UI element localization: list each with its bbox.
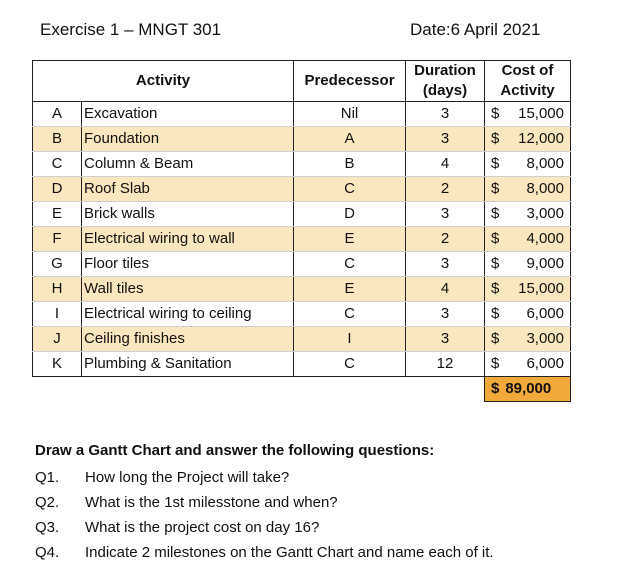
activity-predecessor: A bbox=[294, 127, 406, 152]
activity-id: F bbox=[33, 227, 82, 252]
table-row bbox=[33, 227, 571, 252]
activity-predecessor: B bbox=[294, 152, 406, 177]
total-cost bbox=[485, 377, 571, 402]
activity-cost bbox=[485, 152, 571, 177]
activity-cost bbox=[485, 177, 571, 202]
currency-symbol: $ bbox=[491, 380, 500, 397]
activity-name: Column & Beam bbox=[82, 152, 294, 177]
total-value: 89,000 bbox=[505, 380, 552, 397]
header-cost bbox=[485, 61, 571, 102]
question-text: What is the 1st milesstone and when? bbox=[85, 494, 338, 511]
currency-symbol: $ bbox=[491, 105, 500, 122]
activity-predecessor: C bbox=[294, 177, 406, 202]
cost-value: 9,000 bbox=[526, 255, 564, 272]
activity-predecessor: D bbox=[294, 202, 406, 227]
activity-duration: 12 bbox=[406, 352, 485, 377]
cost-value: 12,000 bbox=[518, 130, 564, 147]
question-item bbox=[35, 540, 494, 565]
cost-value: 8,000 bbox=[526, 155, 564, 172]
activity-predecessor: E bbox=[294, 227, 406, 252]
activity-duration: 4 bbox=[406, 152, 485, 177]
activity-duration: 4 bbox=[406, 277, 485, 302]
activity-duration: 3 bbox=[406, 327, 485, 352]
activity-name: Foundation bbox=[82, 127, 294, 152]
question-text: How long the Project will take? bbox=[85, 469, 290, 486]
header-duration-line2: (days) bbox=[422, 82, 468, 99]
activity-cost bbox=[485, 327, 571, 352]
currency-symbol: $ bbox=[491, 155, 500, 172]
question-text: Indicate 2 milestones on the Gantt Chart and name each of it. bbox=[85, 544, 494, 561]
activity-id: A bbox=[33, 102, 82, 127]
activity-table bbox=[32, 60, 571, 402]
activity-duration: 3 bbox=[406, 202, 485, 227]
question-number: Q4. bbox=[35, 544, 60, 561]
activity-cost bbox=[485, 277, 571, 302]
currency-symbol: $ bbox=[491, 280, 500, 297]
question-number: Q1. bbox=[35, 469, 60, 486]
table-row bbox=[33, 352, 571, 377]
cost-value: 15,000 bbox=[518, 105, 564, 122]
activity-id: B bbox=[33, 127, 82, 152]
table-row bbox=[33, 127, 571, 152]
activity-name: Excavation bbox=[82, 102, 294, 127]
activity-id: H bbox=[33, 277, 82, 302]
activity-predecessor: C bbox=[294, 352, 406, 377]
activity-cost bbox=[485, 252, 571, 277]
table-row bbox=[33, 277, 571, 302]
activity-id: E bbox=[33, 202, 82, 227]
activity-duration: 2 bbox=[406, 177, 485, 202]
activity-cost bbox=[485, 302, 571, 327]
activity-id: G bbox=[33, 252, 82, 277]
activity-id: D bbox=[33, 177, 82, 202]
activity-name: Plumbing & Sanitation bbox=[82, 352, 294, 377]
header-cost-line1: Cost of bbox=[501, 62, 554, 79]
currency-symbol: $ bbox=[491, 230, 500, 247]
cost-value: 15,000 bbox=[518, 280, 564, 297]
table-row bbox=[33, 102, 571, 127]
activity-name: Ceiling finishes bbox=[82, 327, 294, 352]
table-header-row bbox=[33, 61, 571, 102]
activity-cost bbox=[485, 202, 571, 227]
header-cost-line2: Activity bbox=[500, 82, 555, 99]
activity-predecessor: Nil bbox=[294, 102, 406, 127]
total-spacer bbox=[33, 377, 485, 402]
cost-value: 6,000 bbox=[526, 305, 564, 322]
table-row bbox=[33, 177, 571, 202]
table-row bbox=[33, 327, 571, 352]
total-row bbox=[33, 377, 571, 402]
table-row bbox=[33, 202, 571, 227]
instructions-title: Draw a Gantt Chart and answer the following questions: bbox=[35, 442, 435, 459]
activity-duration: 3 bbox=[406, 252, 485, 277]
question-text: What is the project cost on day 16? bbox=[85, 519, 320, 536]
currency-symbol: $ bbox=[491, 330, 500, 347]
question-item bbox=[35, 490, 494, 515]
activity-predecessor: C bbox=[294, 302, 406, 327]
exercise-date: Date:6 April 2021 bbox=[410, 20, 541, 39]
activity-name: Roof Slab bbox=[82, 177, 294, 202]
activity-predecessor: C bbox=[294, 252, 406, 277]
question-item bbox=[35, 515, 494, 540]
activity-predecessor: I bbox=[294, 327, 406, 352]
activity-duration: 3 bbox=[406, 102, 485, 127]
cost-value: 3,000 bbox=[526, 330, 564, 347]
activity-id: K bbox=[33, 352, 82, 377]
activity-name: Electrical wiring to ceiling bbox=[82, 302, 294, 327]
currency-symbol: $ bbox=[491, 355, 500, 372]
activity-cost bbox=[485, 227, 571, 252]
currency-symbol: $ bbox=[491, 130, 500, 147]
currency-symbol: $ bbox=[491, 255, 500, 272]
instructions bbox=[35, 442, 494, 565]
cost-value: 8,000 bbox=[526, 180, 564, 197]
activity-cost bbox=[485, 352, 571, 377]
question-number: Q3. bbox=[35, 519, 60, 536]
cost-value: 3,000 bbox=[526, 205, 564, 222]
activity-cost bbox=[485, 127, 571, 152]
currency-symbol: $ bbox=[491, 205, 500, 222]
table-row bbox=[33, 252, 571, 277]
header-activity: Activity bbox=[33, 61, 294, 102]
table-row bbox=[33, 152, 571, 177]
currency-symbol: $ bbox=[491, 180, 500, 197]
activity-predecessor: E bbox=[294, 277, 406, 302]
currency-symbol: $ bbox=[491, 305, 500, 322]
table-row bbox=[33, 302, 571, 327]
activity-duration: 3 bbox=[406, 127, 485, 152]
header-duration-line1: Duration bbox=[414, 62, 476, 79]
exercise-title: Exercise 1 – MNGT 301 bbox=[40, 20, 222, 39]
cost-value: 4,000 bbox=[526, 230, 564, 247]
question-item bbox=[35, 465, 494, 490]
activity-name: Brick walls bbox=[82, 202, 294, 227]
activity-duration: 3 bbox=[406, 302, 485, 327]
activity-name: Wall tiles bbox=[82, 277, 294, 302]
activity-duration: 2 bbox=[406, 227, 485, 252]
activity-name: Electrical wiring to wall bbox=[82, 227, 294, 252]
header-predecessor: Predecessor bbox=[294, 61, 406, 102]
activity-cost bbox=[485, 102, 571, 127]
activity-id: C bbox=[33, 152, 82, 177]
header-duration bbox=[406, 61, 485, 102]
activity-id: J bbox=[33, 327, 82, 352]
cost-value: 6,000 bbox=[526, 355, 564, 372]
activity-id: I bbox=[33, 302, 82, 327]
activity-name: Floor tiles bbox=[82, 252, 294, 277]
question-number: Q2. bbox=[35, 494, 60, 511]
